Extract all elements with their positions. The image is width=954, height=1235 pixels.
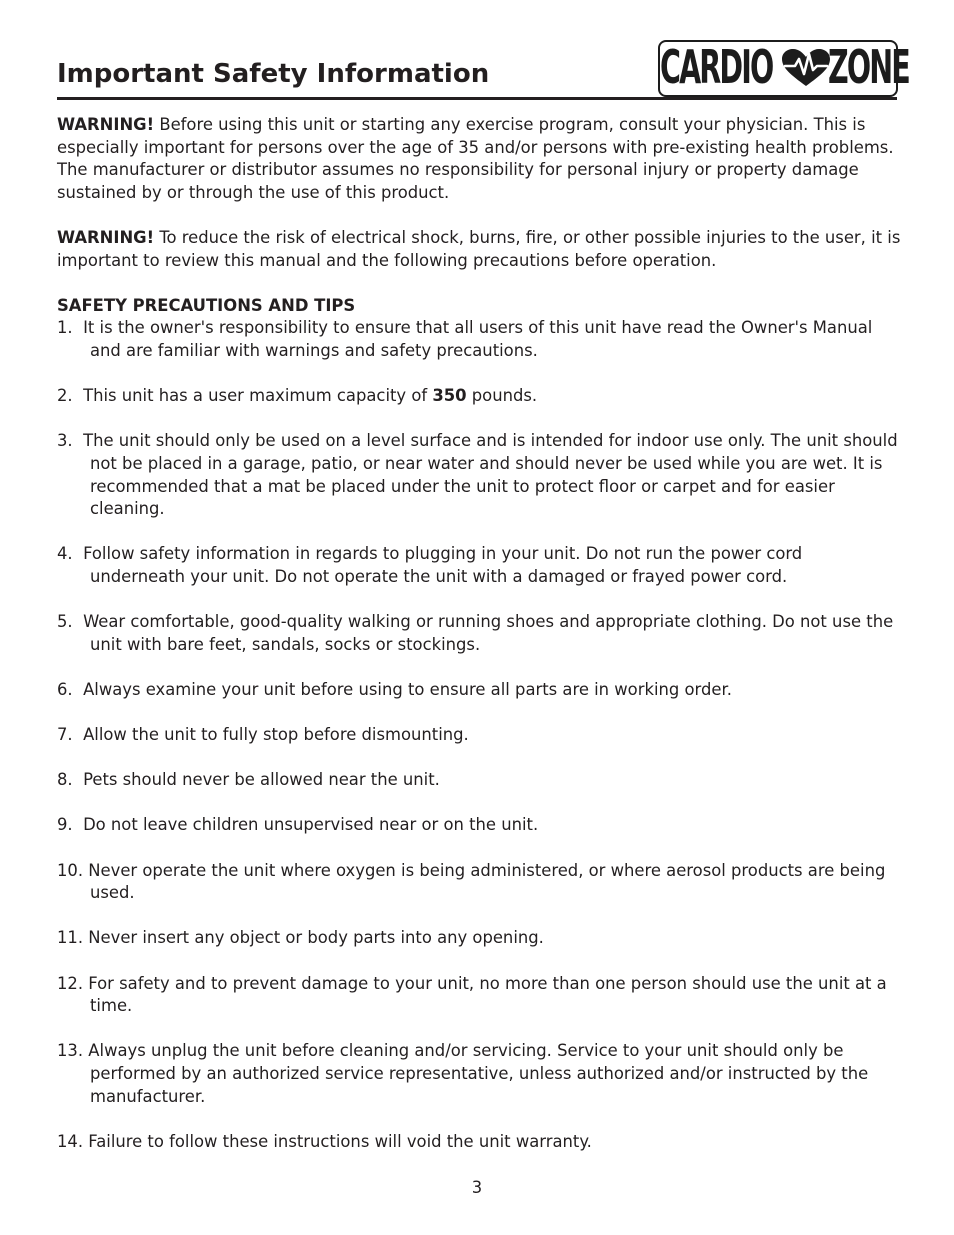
item-number: 11. <box>57 928 84 948</box>
item-number: 1. <box>57 318 73 338</box>
title-divider <box>57 97 897 100</box>
item-text: Follow safety information in regards to plugging in your unit. Do not run the power cord underneath your unit. Do not operate the unit with a damaged or frayed power cord. <box>83 544 803 586</box>
item-text: Failure to follow these instructions will void the unit warranty. <box>88 1131 592 1151</box>
item-number: 3. <box>57 431 73 451</box>
item-text: Pets should never be allowed near the unit. <box>83 770 440 790</box>
heart-ekg-icon <box>779 48 833 88</box>
page-number: 3 <box>471 1178 483 1197</box>
document-body <box>57 114 902 1153</box>
item-number: 14. <box>57 1131 84 1151</box>
item-text: Do not leave children unsupervised near or on the unit. <box>83 815 539 835</box>
logo-text-left: CARDIO <box>660 40 773 94</box>
list-item <box>57 317 902 362</box>
item-number: 12. <box>57 973 84 993</box>
warning-paragraph <box>57 114 902 204</box>
item-number: 4. <box>57 544 73 564</box>
item-number: 6. <box>57 679 73 699</box>
item-text: For safety and to prevent damage to your unit, no more than one person should use the unit at a time. <box>88 973 887 1016</box>
item-text: Wear comfortable, good-quality walking or running shoes and appropriate clothing. Do not use the unit with bare feet, sandals, socks or stockings. <box>83 612 894 654</box>
list-item <box>57 543 902 588</box>
max-capacity-value: 350 <box>432 386 467 406</box>
item-number: 8. <box>57 770 73 790</box>
item-number: 13. <box>57 1041 84 1061</box>
item-number: 5. <box>57 612 73 632</box>
list-item <box>57 973 902 1018</box>
warning-text: To reduce the risk of electrical shock, burns, fire, or other possible injuries to the user, it is important to review this manual and the following precautions before operation. <box>57 227 901 270</box>
item-text: Never operate the unit where oxygen is being administered, or where aerosol products are being used. <box>88 860 886 903</box>
list-item <box>57 1131 902 1154</box>
item-text: pounds. <box>466 386 538 406</box>
list-item <box>57 385 902 408</box>
list-item <box>57 611 902 656</box>
warning-paragraph <box>57 227 902 272</box>
list-item <box>57 1040 902 1108</box>
logo-text-right: ZONE <box>828 40 909 94</box>
item-text: Always examine your unit before using to ensure all parts are in working order. <box>83 679 732 699</box>
item-text: The unit should only be used on a level surface and is intended for indoor use only. The unit should not be placed in a garage, patio, or near water and should never be used while you are wet. It is recommended that a mat be placed under the unit to protect floor or carpet and for easier cleaning. <box>83 431 898 519</box>
cardio-zone-logo <box>658 40 909 95</box>
item-text: It is the owner's responsibility to ensure that all users of this unit have read the Owner's Manual and are familiar with warnings and safety precautions. <box>83 318 873 360</box>
item-text: Never insert any object or body parts into any opening. <box>88 928 544 948</box>
item-text: This unit has a user maximum capacity of <box>83 386 433 406</box>
list-item <box>57 679 902 702</box>
list-item <box>57 814 902 837</box>
list-item <box>57 769 902 792</box>
list-item <box>57 724 902 747</box>
warning-label: WARNING! <box>57 227 155 247</box>
item-text: Allow the unit to fully stop before dismounting. <box>83 725 469 745</box>
item-number: 9. <box>57 815 73 835</box>
warning-text: Before using this unit or starting any exercise program, consult your physician. This is especially important for persons over the age of 35 and/or persons with pre-existing health problems. The manufacturer or distributor assumes no responsibility for personal injury or property damage sustained by or through the use of this product. <box>57 115 894 202</box>
item-number: 2. <box>57 386 73 406</box>
list-item <box>57 860 902 905</box>
page-title: Important Safety Information <box>57 59 490 89</box>
list-item <box>57 430 902 520</box>
item-number: 10. <box>57 860 84 880</box>
item-number: 7. <box>57 725 73 745</box>
list-item <box>57 927 902 950</box>
item-text: Always unplug the unit before cleaning and/or servicing. Service to your unit should only be performed by an authorized service representative, unless authorized and/or instructed by the manufacturer. <box>88 1041 869 1106</box>
section-heading: SAFETY PRECAUTIONS AND TIPS <box>57 295 356 315</box>
warning-label: WARNING! <box>57 115 155 134</box>
